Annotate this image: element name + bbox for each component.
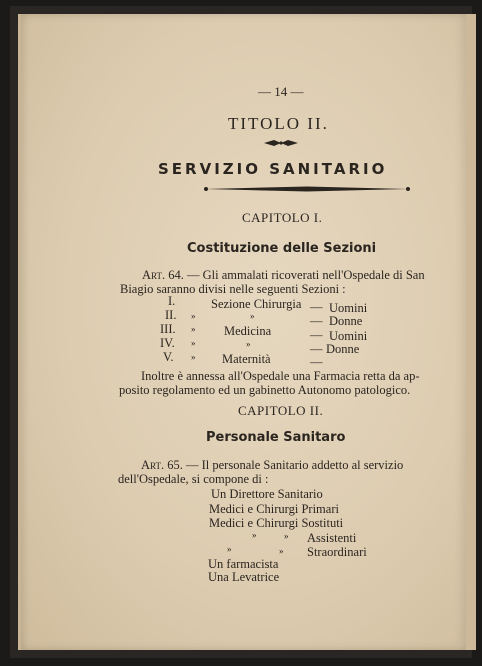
section-who: Donne	[329, 314, 363, 328]
staff-item: Medici e Chirurgi Primari	[209, 502, 339, 516]
section-num: I.	[168, 294, 176, 308]
note-line-2: posito regolamento ed un gabinetto Autonomo patologico.	[119, 383, 411, 397]
title: TITOLO II.	[228, 114, 329, 133]
art-64-line-1	[142, 268, 425, 283]
staff-item: Una Levatrice	[208, 570, 280, 584]
section-num: IV.	[160, 336, 175, 350]
section-name: Sezione Chirurgia	[211, 297, 302, 311]
section-name: »	[246, 339, 251, 349]
staff-ditto: »	[279, 546, 284, 556]
staff-item: Un Direttore Sanitario	[211, 487, 323, 501]
section-num: V.	[163, 350, 174, 364]
art-64-label: Art. 64.	[142, 268, 184, 282]
section-name: »	[250, 311, 255, 321]
section-ditto: »	[191, 338, 196, 348]
staff-ditto: »	[252, 530, 257, 540]
art-64-line-2: Biagio saranno divisi nelle seguenti Sezioni :	[120, 282, 346, 296]
section-ditto: »	[191, 352, 196, 362]
art-65-text-1: — Il personale Sanitario addetto al servizio	[186, 458, 404, 472]
section-who: Donne	[326, 342, 360, 356]
section-who: Uomini	[329, 301, 368, 315]
section-name: Maternità	[222, 352, 271, 366]
small-ornament-icon	[262, 138, 300, 148]
section-title: SERVIZIO SANITARIO	[158, 160, 388, 178]
note-line-1: Inoltre è annessa all'Ospedale una Farmacia retta da ap-	[141, 369, 420, 383]
next-page-edge	[466, 14, 476, 650]
staff-ditto: »	[227, 544, 232, 554]
section-num: III.	[160, 322, 176, 336]
chapter-2-heading: Personale Sanitaro	[206, 430, 346, 445]
art-65-line-1	[141, 458, 403, 473]
section-dash: —	[310, 314, 323, 328]
staff-item: Un farmacista	[208, 557, 279, 571]
chapter-1-label: CAPITOLO I.	[242, 210, 323, 225]
page-number: — 14 —	[258, 84, 304, 99]
section-ditto: »	[191, 311, 196, 321]
chapter-2-label: CAPITOLO II.	[238, 403, 324, 418]
staff-item: Straordinari	[307, 545, 367, 559]
section-who: Uomini	[329, 329, 368, 343]
staff-item: Assistenti	[307, 531, 357, 545]
chapter-1-heading: Costituzione delle Sezioni	[187, 241, 377, 256]
art-65-line-2: dell'Ospedale, si compone di :	[118, 472, 269, 486]
section-dash: —	[310, 328, 323, 342]
section-dash: —	[310, 300, 323, 314]
section-name: Medicina	[224, 324, 272, 338]
art-64-text-1: — Gli ammalati ricoverati nell'Ospedale di San	[187, 268, 425, 282]
staff-item: Medici e Chirurgi Sostituti	[209, 516, 344, 530]
section-ditto: »	[191, 324, 196, 334]
section-dash: —	[310, 342, 323, 356]
rule-ornament-icon	[203, 184, 411, 194]
section-num: II.	[165, 308, 177, 322]
staff-ditto: »	[284, 531, 289, 541]
art-65-label: Art. 65.	[141, 458, 183, 472]
section-dash: —	[310, 355, 323, 369]
